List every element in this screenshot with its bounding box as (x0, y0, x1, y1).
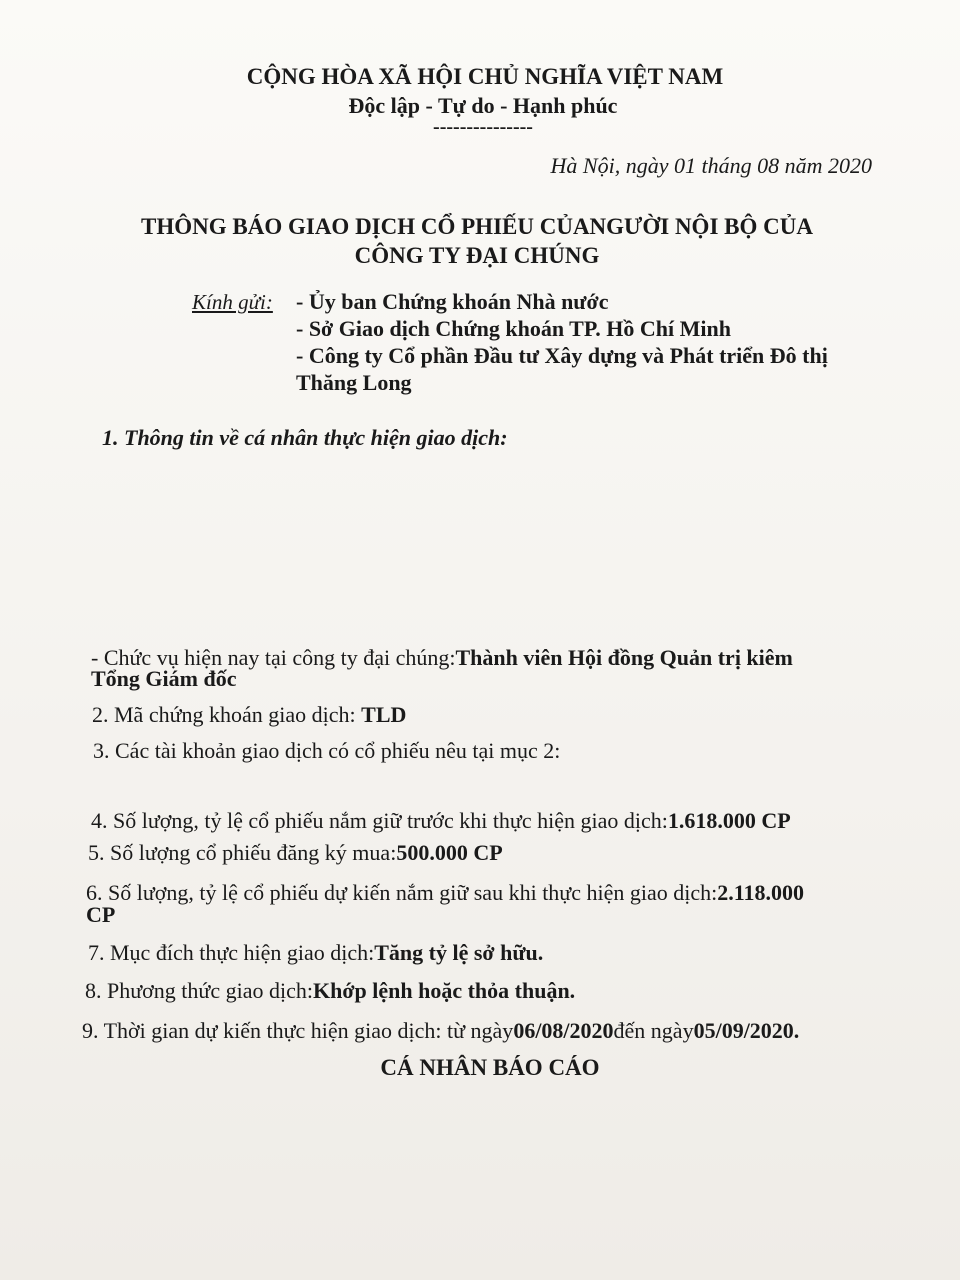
document-title-line2: CÔNG TY ĐẠI CHÚNG (354, 243, 600, 268)
item-4-label: 4. Số lượng, tỷ lệ cổ phiếu nắm giữ trước khi thực hiện giao dịch: (91, 808, 668, 833)
addressee-label: Kính gửi: (192, 290, 273, 314)
item-5 (88, 840, 503, 866)
position-label: - Chức vụ hiện nay tại công ty đại chúng: (91, 645, 456, 670)
header-separator: --------------- (433, 116, 533, 138)
item-9-label-to: đến ngày (613, 1018, 694, 1043)
item-9-from-date: 06/08/2020 (513, 1018, 614, 1043)
recipient-list (296, 288, 828, 396)
item-2 (92, 702, 406, 728)
item-3-label: 3. Các tài khoản giao dịch có cổ phiếu nêu tại mục 2: (93, 738, 561, 763)
recipient-item: Thăng Long (296, 370, 412, 395)
item-8-label: 8. Phương thức giao dịch: (85, 978, 313, 1003)
item-2-value: TLD (361, 702, 407, 727)
national-title: CỘNG HÒA XÃ HỘI CHỦ NGHĨA VIỆT NAM (246, 64, 724, 89)
item-6-value: 2.118.000 (717, 880, 805, 905)
position-value: Thành viên Hội đồng Quản trị kiêm (455, 645, 793, 670)
item-6-unit: CP (86, 902, 116, 927)
signature-label: CÁ NHÂN BÁO CÁO (380, 1055, 600, 1080)
item-5-label: 5. Số lượng cổ phiếu đăng ký mua: (88, 840, 397, 865)
recipient-item: - Ủy ban Chứng khoán Nhà nước (296, 289, 609, 314)
national-motto: Độc lập - Tự do - Hạnh phúc (348, 93, 618, 118)
item-6-label: 6. Số lượng, tỷ lệ cổ phiếu dự kiến nắm giữ sau khi thực hiện giao dịch: (86, 880, 718, 905)
item-7-value: Tăng tỷ lệ sở hữu. (374, 940, 544, 965)
item-9-to-date: 05/09/2020. (693, 1018, 800, 1043)
recipient-item: - Sở Giao dịch Chứng khoán TP. Hồ Chí Minh (296, 316, 731, 341)
item-8-value: Khớp lệnh hoặc thỏa thuận. (312, 978, 576, 1003)
item-7-label: 7. Mục đích thực hiện giao dịch: (88, 940, 375, 965)
document-title-line1: THÔNG BÁO GIAO DỊCH CỔ PHIẾU CỦANGƯỜI NỘI BỘ CỦA (141, 214, 813, 239)
position-value-continued: Tổng Giám đốc (91, 666, 237, 691)
item-7 (88, 940, 543, 966)
item-4-value: 1.618.000 CP (667, 808, 791, 833)
item-8 (85, 978, 575, 1004)
dateline: Hà Nội, ngày 01 tháng 08 năm 2020 (550, 153, 872, 178)
item-9-label: 9. Thời gian dự kiến thực hiện giao dịch: từ ngày (82, 1018, 514, 1043)
section1-heading: 1. Thông tin về cá nhân thực hiện giao dịch: (102, 425, 508, 450)
item-6 (86, 880, 804, 906)
item-2-label: 2. Mã chứng khoán giao dịch: (92, 702, 362, 727)
item-9 (82, 1018, 799, 1044)
item-3 (93, 738, 560, 764)
item-4 (91, 808, 791, 834)
item-5-value: 500.000 CP (396, 840, 503, 865)
recipient-item: - Công ty Cổ phần Đầu tư Xây dựng và Phát triển Đô thị (296, 343, 828, 368)
